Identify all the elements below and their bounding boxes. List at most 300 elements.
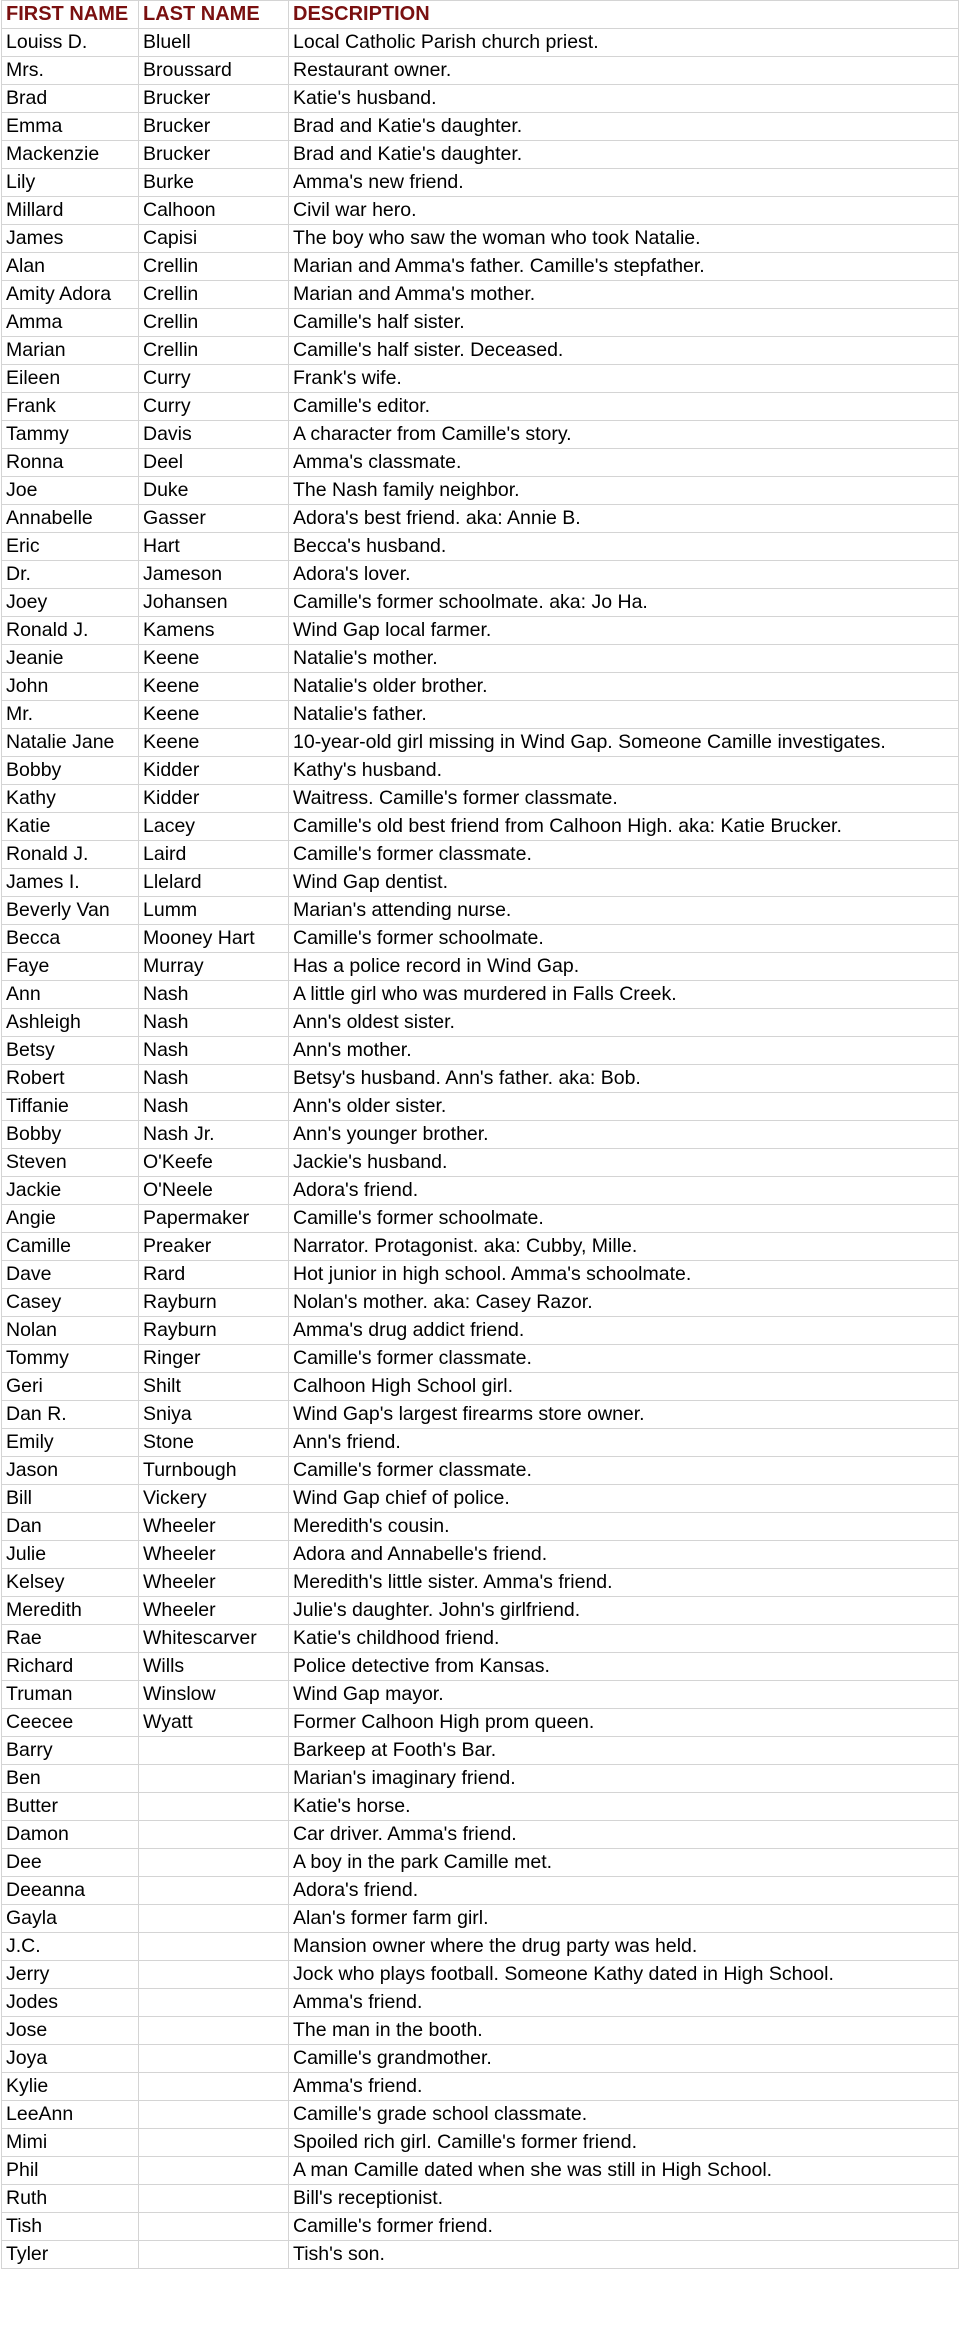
- description-cell: Natalie's older brother.: [289, 673, 959, 701]
- description-cell: Wind Gap dentist.: [289, 869, 959, 897]
- table-row: [2, 1681, 959, 1709]
- description-cell: Ann's older sister.: [289, 1093, 959, 1121]
- last-name-cell: Crellin: [139, 253, 289, 281]
- first-name-cell: Mimi: [2, 2129, 139, 2157]
- table-row: [2, 897, 959, 925]
- table-row: [2, 589, 959, 617]
- first-name-cell: Ronna: [2, 449, 139, 477]
- table-row: [2, 1233, 959, 1261]
- description-cell: Katie's horse.: [289, 1793, 959, 1821]
- first-name-cell: Steven: [2, 1149, 139, 1177]
- table-row: [2, 841, 959, 869]
- description-cell: Barkeep at Footh's Bar.: [289, 1737, 959, 1765]
- description-cell: Ann's mother.: [289, 1037, 959, 1065]
- table-row: [2, 1093, 959, 1121]
- table-row: [2, 2129, 959, 2157]
- table-row: [2, 617, 959, 645]
- first-name-cell: Annabelle: [2, 505, 139, 533]
- first-name-cell: Faye: [2, 953, 139, 981]
- first-name-cell: Tiffanie: [2, 1093, 139, 1121]
- table-row: [2, 2213, 959, 2241]
- first-name-cell: Angie: [2, 1205, 139, 1233]
- table-row: [2, 925, 959, 953]
- first-name-cell: Brad: [2, 85, 139, 113]
- first-name-cell: Julie: [2, 1541, 139, 1569]
- description-cell: Camille's grade school classmate.: [289, 2101, 959, 2129]
- description-cell: Amma's classmate.: [289, 449, 959, 477]
- first-name-cell: Amity Adora: [2, 281, 139, 309]
- table-row: [2, 1401, 959, 1429]
- last-name-cell: Broussard: [139, 57, 289, 85]
- table-row: [2, 1961, 959, 1989]
- last-name-cell: Nash: [139, 1037, 289, 1065]
- description-cell: Natalie's father.: [289, 701, 959, 729]
- description-cell: Wind Gap mayor.: [289, 1681, 959, 1709]
- last-name-cell: Keene: [139, 645, 289, 673]
- table-row: [2, 505, 959, 533]
- description-cell: Local Catholic Parish church priest.: [289, 29, 959, 57]
- table-row: [2, 1457, 959, 1485]
- last-name-cell: Winslow: [139, 1681, 289, 1709]
- description-cell: Adora and Annabelle's friend.: [289, 1541, 959, 1569]
- table-row: [2, 981, 959, 1009]
- first-name-cell: Tammy: [2, 421, 139, 449]
- description-cell: Wind Gap chief of police.: [289, 1485, 959, 1513]
- description-cell: A boy in the park Camille met.: [289, 1849, 959, 1877]
- description-cell: Restaurant owner.: [289, 57, 959, 85]
- last-name-cell: Ringer: [139, 1345, 289, 1373]
- first-name-cell: Becca: [2, 925, 139, 953]
- first-name-cell: LeeAnn: [2, 2101, 139, 2129]
- first-name-cell: Mr.: [2, 701, 139, 729]
- table-row: [2, 2241, 959, 2269]
- last-name-cell: Wyatt: [139, 1709, 289, 1737]
- description-cell: Camille's editor.: [289, 393, 959, 421]
- last-name-header: LAST NAME: [139, 1, 289, 29]
- last-name-cell: Kidder: [139, 785, 289, 813]
- table-row: [2, 225, 959, 253]
- first-name-cell: Ann: [2, 981, 139, 1009]
- description-cell: Jackie's husband.: [289, 1149, 959, 1177]
- last-name-cell: Deel: [139, 449, 289, 477]
- first-name-cell: John: [2, 673, 139, 701]
- description-cell: Camille's former classmate.: [289, 841, 959, 869]
- table-row: [2, 365, 959, 393]
- table-row: [2, 1653, 959, 1681]
- last-name-cell: Crellin: [139, 337, 289, 365]
- table-row: [2, 1625, 959, 1653]
- first-name-cell: Frank: [2, 393, 139, 421]
- last-name-cell: Kidder: [139, 757, 289, 785]
- description-cell: The man in the booth.: [289, 2017, 959, 2045]
- last-name-cell: Brucker: [139, 141, 289, 169]
- first-name-cell: Joey: [2, 589, 139, 617]
- table-row: [2, 1317, 959, 1345]
- table-row: [2, 1765, 959, 1793]
- description-cell: Camille's former schoolmate.: [289, 925, 959, 953]
- table-row: [2, 729, 959, 757]
- last-name-cell: Sniya: [139, 1401, 289, 1429]
- description-cell: Marian's attending nurse.: [289, 897, 959, 925]
- last-name-cell: Lumm: [139, 897, 289, 925]
- description-cell: Camille's half sister. Deceased.: [289, 337, 959, 365]
- last-name-cell: Duke: [139, 477, 289, 505]
- last-name-cell: [139, 2157, 289, 2185]
- first-name-cell: Bill: [2, 1485, 139, 1513]
- last-name-cell: Wills: [139, 1653, 289, 1681]
- first-name-cell: Tish: [2, 2213, 139, 2241]
- first-name-cell: Joya: [2, 2045, 139, 2073]
- first-name-header: FIRST NAME: [2, 1, 139, 29]
- first-name-cell: Casey: [2, 1289, 139, 1317]
- description-cell: Alan's former farm girl.: [289, 1905, 959, 1933]
- description-cell: Police detective from Kansas.: [289, 1653, 959, 1681]
- first-name-cell: Alan: [2, 253, 139, 281]
- table-row: [2, 1037, 959, 1065]
- first-name-cell: Eric: [2, 533, 139, 561]
- table-row: [2, 1485, 959, 1513]
- description-cell: Civil war hero.: [289, 197, 959, 225]
- last-name-cell: Laird: [139, 841, 289, 869]
- description-cell: Camille's former friend.: [289, 2213, 959, 2241]
- table-row: [2, 2045, 959, 2073]
- description-cell: The Nash family neighbor.: [289, 477, 959, 505]
- last-name-cell: Nash: [139, 1065, 289, 1093]
- table-row: [2, 785, 959, 813]
- description-cell: Camille's grandmother.: [289, 2045, 959, 2073]
- first-name-cell: Louiss D.: [2, 29, 139, 57]
- table-row: [2, 197, 959, 225]
- description-cell: Adora's lover.: [289, 561, 959, 589]
- table-row: [2, 1121, 959, 1149]
- table-row: [2, 1933, 959, 1961]
- description-cell: Meredith's cousin.: [289, 1513, 959, 1541]
- first-name-cell: Deeanna: [2, 1877, 139, 1905]
- table-row: [2, 757, 959, 785]
- description-header: DESCRIPTION: [289, 1, 959, 29]
- description-cell: Nolan's mother. aka: Casey Razor.: [289, 1289, 959, 1317]
- table-row: [2, 2017, 959, 2045]
- first-name-cell: Dan R.: [2, 1401, 139, 1429]
- last-name-cell: Nash: [139, 1093, 289, 1121]
- description-cell: Amma's friend.: [289, 2073, 959, 2101]
- table-row: [2, 701, 959, 729]
- last-name-cell: Kamens: [139, 617, 289, 645]
- last-name-cell: [139, 1961, 289, 1989]
- table-row: [2, 1009, 959, 1037]
- first-name-cell: Tyler: [2, 2241, 139, 2269]
- last-name-cell: Capisi: [139, 225, 289, 253]
- description-cell: Wind Gap's largest firearms store owner.: [289, 1401, 959, 1429]
- table-row: [2, 1709, 959, 1737]
- table-row: [2, 141, 959, 169]
- last-name-cell: [139, 1737, 289, 1765]
- last-name-cell: Curry: [139, 393, 289, 421]
- description-cell: Camille's former schoolmate.: [289, 1205, 959, 1233]
- description-cell: Adora's friend.: [289, 1877, 959, 1905]
- first-name-cell: Jodes: [2, 1989, 139, 2017]
- first-name-cell: Dee: [2, 1849, 139, 1877]
- last-name-cell: [139, 2213, 289, 2241]
- table-row: [2, 1793, 959, 1821]
- description-cell: The boy who saw the woman who took Natalie.: [289, 225, 959, 253]
- last-name-cell: Nash: [139, 1009, 289, 1037]
- description-cell: Hot junior in high school. Amma's schoolmate.: [289, 1261, 959, 1289]
- last-name-cell: Gasser: [139, 505, 289, 533]
- first-name-cell: Kylie: [2, 2073, 139, 2101]
- table-row: [2, 953, 959, 981]
- last-name-cell: Nash: [139, 981, 289, 1009]
- last-name-cell: Nash Jr.: [139, 1121, 289, 1149]
- description-cell: Julie's daughter. John's girlfriend.: [289, 1597, 959, 1625]
- table-row: [2, 337, 959, 365]
- last-name-cell: [139, 1933, 289, 1961]
- table-row: [2, 1205, 959, 1233]
- table-row: [2, 2157, 959, 2185]
- description-cell: Natalie's mother.: [289, 645, 959, 673]
- last-name-cell: [139, 2241, 289, 2269]
- first-name-cell: Kelsey: [2, 1569, 139, 1597]
- first-name-cell: J.C.: [2, 1933, 139, 1961]
- last-name-cell: Preaker: [139, 1233, 289, 1261]
- table-row: [2, 477, 959, 505]
- description-cell: Amma's drug addict friend.: [289, 1317, 959, 1345]
- last-name-cell: Wheeler: [139, 1541, 289, 1569]
- first-name-cell: Joe: [2, 477, 139, 505]
- description-cell: Waitress. Camille's former classmate.: [289, 785, 959, 813]
- description-cell: Brad and Katie's daughter.: [289, 141, 959, 169]
- description-cell: Bill's receptionist.: [289, 2185, 959, 2213]
- table-row: [2, 29, 959, 57]
- first-name-cell: Katie: [2, 813, 139, 841]
- table-row: [2, 1597, 959, 1625]
- first-name-cell: Jeanie: [2, 645, 139, 673]
- first-name-cell: Bobby: [2, 1121, 139, 1149]
- table-row: [2, 1429, 959, 1457]
- table-row: [2, 113, 959, 141]
- table-row: [2, 1821, 959, 1849]
- last-name-cell: Bluell: [139, 29, 289, 57]
- table-row: [2, 1737, 959, 1765]
- first-name-cell: Jackie: [2, 1177, 139, 1205]
- last-name-cell: Llelard: [139, 869, 289, 897]
- description-cell: Tish's son.: [289, 2241, 959, 2269]
- last-name-cell: O'Neele: [139, 1177, 289, 1205]
- last-name-cell: Mooney Hart: [139, 925, 289, 953]
- first-name-cell: Kathy: [2, 785, 139, 813]
- first-name-cell: Dr.: [2, 561, 139, 589]
- last-name-cell: [139, 1821, 289, 1849]
- description-cell: Ann's friend.: [289, 1429, 959, 1457]
- last-name-cell: Shilt: [139, 1373, 289, 1401]
- last-name-cell: [139, 1765, 289, 1793]
- description-cell: Adora's friend.: [289, 1177, 959, 1205]
- first-name-cell: Betsy: [2, 1037, 139, 1065]
- description-cell: Car driver. Amma's friend.: [289, 1821, 959, 1849]
- table-body: [2, 29, 959, 2269]
- first-name-cell: Beverly Van: [2, 897, 139, 925]
- table-row: [2, 1905, 959, 1933]
- first-name-cell: Ashleigh: [2, 1009, 139, 1037]
- last-name-cell: Davis: [139, 421, 289, 449]
- last-name-cell: Wheeler: [139, 1597, 289, 1625]
- first-name-cell: Natalie Jane: [2, 729, 139, 757]
- description-cell: 10-year-old girl missing in Wind Gap. Someone Camille investigates.: [289, 729, 959, 757]
- table-row: [2, 85, 959, 113]
- last-name-cell: Keene: [139, 729, 289, 757]
- last-name-cell: [139, 2101, 289, 2129]
- table-row: [2, 393, 959, 421]
- last-name-cell: [139, 1793, 289, 1821]
- first-name-cell: Amma: [2, 309, 139, 337]
- first-name-cell: James: [2, 225, 139, 253]
- table-row: [2, 1149, 959, 1177]
- description-cell: Adora's best friend. aka: Annie B.: [289, 505, 959, 533]
- table-row: [2, 2185, 959, 2213]
- first-name-cell: Emily: [2, 1429, 139, 1457]
- table-row: [2, 673, 959, 701]
- table-row: [2, 1345, 959, 1373]
- description-cell: Marian and Amma's father. Camille's stepfather.: [289, 253, 959, 281]
- description-cell: Camille's former classmate.: [289, 1457, 959, 1485]
- description-cell: Wind Gap local farmer.: [289, 617, 959, 645]
- description-cell: Camille's half sister.: [289, 309, 959, 337]
- table-row: [2, 1541, 959, 1569]
- description-cell: Camille's old best friend from Calhoon High. aka: Katie Brucker.: [289, 813, 959, 841]
- description-cell: Jock who plays football. Someone Kathy dated in High School.: [289, 1961, 959, 1989]
- last-name-cell: [139, 2073, 289, 2101]
- description-cell: Has a police record in Wind Gap.: [289, 953, 959, 981]
- description-cell: Marian and Amma's mother.: [289, 281, 959, 309]
- description-cell: Frank's wife.: [289, 365, 959, 393]
- description-cell: Mansion owner where the drug party was held.: [289, 1933, 959, 1961]
- first-name-cell: Barry: [2, 1737, 139, 1765]
- table-row: [2, 1877, 959, 1905]
- last-name-cell: [139, 1877, 289, 1905]
- first-name-cell: Phil: [2, 2157, 139, 2185]
- first-name-cell: Damon: [2, 1821, 139, 1849]
- table-row: [2, 1289, 959, 1317]
- table-row: [2, 253, 959, 281]
- last-name-cell: Crellin: [139, 309, 289, 337]
- table-row: [2, 421, 959, 449]
- first-name-cell: Jason: [2, 1457, 139, 1485]
- first-name-cell: James I.: [2, 869, 139, 897]
- first-name-cell: Millard: [2, 197, 139, 225]
- first-name-cell: Dan: [2, 1513, 139, 1541]
- first-name-cell: Rae: [2, 1625, 139, 1653]
- description-cell: Katie's husband.: [289, 85, 959, 113]
- last-name-cell: Rayburn: [139, 1317, 289, 1345]
- last-name-cell: O'Keefe: [139, 1149, 289, 1177]
- description-cell: Calhoon High School girl.: [289, 1373, 959, 1401]
- table-row: [2, 1065, 959, 1093]
- first-name-cell: Butter: [2, 1793, 139, 1821]
- first-name-cell: Lily: [2, 169, 139, 197]
- last-name-cell: Papermaker: [139, 1205, 289, 1233]
- last-name-cell: Calhoon: [139, 197, 289, 225]
- first-name-cell: Ceecee: [2, 1709, 139, 1737]
- last-name-cell: Whitescarver: [139, 1625, 289, 1653]
- first-name-cell: Geri: [2, 1373, 139, 1401]
- description-cell: Katie's childhood friend.: [289, 1625, 959, 1653]
- last-name-cell: [139, 1905, 289, 1933]
- table-row: [2, 1373, 959, 1401]
- table-row: [2, 1261, 959, 1289]
- last-name-cell: [139, 2017, 289, 2045]
- last-name-cell: Stone: [139, 1429, 289, 1457]
- first-name-cell: Richard: [2, 1653, 139, 1681]
- description-cell: Camille's former schoolmate. aka: Jo Ha.: [289, 589, 959, 617]
- last-name-cell: Keene: [139, 673, 289, 701]
- description-cell: Amma's friend.: [289, 1989, 959, 2017]
- last-name-cell: Rayburn: [139, 1289, 289, 1317]
- first-name-cell: Eileen: [2, 365, 139, 393]
- last-name-cell: Brucker: [139, 85, 289, 113]
- last-name-cell: Wheeler: [139, 1513, 289, 1541]
- table-row: [2, 309, 959, 337]
- last-name-cell: [139, 2129, 289, 2157]
- first-name-cell: Camille: [2, 1233, 139, 1261]
- description-cell: Meredith's little sister. Amma's friend.: [289, 1569, 959, 1597]
- character-table: [1, 0, 959, 2269]
- table-row: [2, 645, 959, 673]
- description-cell: Kathy's husband.: [289, 757, 959, 785]
- description-cell: Camille's former classmate.: [289, 1345, 959, 1373]
- first-name-cell: Dave: [2, 1261, 139, 1289]
- table-row: [2, 813, 959, 841]
- last-name-cell: Burke: [139, 169, 289, 197]
- first-name-cell: Meredith: [2, 1597, 139, 1625]
- first-name-cell: Bobby: [2, 757, 139, 785]
- table-row: [2, 169, 959, 197]
- description-cell: Former Calhoon High prom queen.: [289, 1709, 959, 1737]
- last-name-cell: [139, 2185, 289, 2213]
- first-name-cell: Mrs.: [2, 57, 139, 85]
- description-cell: Becca's husband.: [289, 533, 959, 561]
- first-name-cell: Ruth: [2, 2185, 139, 2213]
- first-name-cell: Tommy: [2, 1345, 139, 1373]
- last-name-cell: Curry: [139, 365, 289, 393]
- description-cell: Amma's new friend.: [289, 169, 959, 197]
- last-name-cell: Rard: [139, 1261, 289, 1289]
- description-cell: A character from Camille's story.: [289, 421, 959, 449]
- table-row: [2, 1177, 959, 1205]
- table-row: [2, 2073, 959, 2101]
- table-row: [2, 281, 959, 309]
- last-name-cell: Lacey: [139, 813, 289, 841]
- description-cell: Marian's imaginary friend.: [289, 1765, 959, 1793]
- last-name-cell: [139, 1989, 289, 2017]
- first-name-cell: Gayla: [2, 1905, 139, 1933]
- last-name-cell: Jameson: [139, 561, 289, 589]
- description-cell: Narrator. Protagonist. aka: Cubby, Mille.: [289, 1233, 959, 1261]
- first-name-cell: Robert: [2, 1065, 139, 1093]
- last-name-cell: [139, 1849, 289, 1877]
- first-name-cell: Truman: [2, 1681, 139, 1709]
- table-row: [2, 449, 959, 477]
- first-name-cell: Nolan: [2, 1317, 139, 1345]
- last-name-cell: [139, 2045, 289, 2073]
- last-name-cell: Brucker: [139, 113, 289, 141]
- last-name-cell: Turnbough: [139, 1457, 289, 1485]
- last-name-cell: Keene: [139, 701, 289, 729]
- first-name-cell: Jerry: [2, 1961, 139, 1989]
- description-cell: A man Camille dated when she was still in High School.: [289, 2157, 959, 2185]
- table-row: [2, 2101, 959, 2129]
- description-cell: Spoiled rich girl. Camille's former friend.: [289, 2129, 959, 2157]
- first-name-cell: Jose: [2, 2017, 139, 2045]
